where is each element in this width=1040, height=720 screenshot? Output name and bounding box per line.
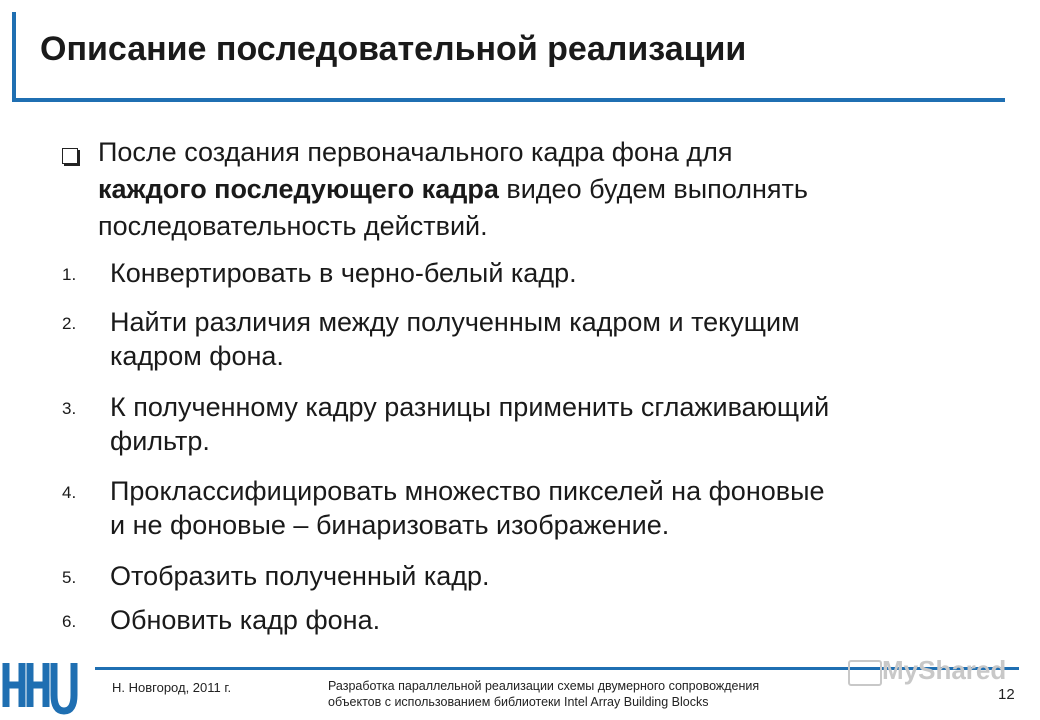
list-item bbox=[62, 256, 982, 290]
item-number: 4. bbox=[62, 483, 77, 502]
title-accent-bar bbox=[12, 12, 16, 100]
item-text-continued: кадром фона. bbox=[110, 341, 284, 371]
item-number: 5. bbox=[62, 568, 77, 587]
item-number: 3. bbox=[62, 399, 77, 418]
item-number: 6. bbox=[62, 612, 77, 631]
bullet-line-1: После создания первоначального кадра фона для bbox=[98, 137, 733, 167]
intro-bullet bbox=[62, 134, 962, 245]
item-text: Отобразить полученный кадр. bbox=[110, 561, 490, 591]
bullet-line-2 bbox=[98, 171, 962, 208]
watermark-icon bbox=[848, 660, 882, 686]
university-logo-icon bbox=[0, 645, 80, 720]
item-text-continued: и не фоновые – бинаризовать изображение. bbox=[110, 510, 670, 540]
checkbox-bullet-icon bbox=[62, 148, 78, 164]
footer-course-line-1: Разработка параллельной реализации схемы двумерного сопровождения bbox=[328, 679, 760, 693]
item-text: Обновить кадр фона. bbox=[110, 605, 381, 635]
item-number: 1. bbox=[62, 265, 77, 284]
list-item bbox=[62, 474, 982, 542]
item-text: Конвертировать в черно-белый кадр. bbox=[110, 258, 577, 288]
bullet-line-2-rest: видео будем выполнять bbox=[498, 174, 808, 204]
bullet-line-3: последовательность действий. bbox=[98, 211, 488, 241]
list-item bbox=[62, 559, 982, 593]
item-number: 2. bbox=[62, 314, 77, 333]
bullet-bold-text: каждого последующего кадра bbox=[98, 174, 499, 204]
item-text: Проклассифицировать множество пикселей на фоновые bbox=[110, 476, 825, 506]
footer-location-date: Н. Новгород, 2011 г. bbox=[112, 680, 232, 695]
list-item bbox=[62, 390, 982, 458]
footer-course-title bbox=[328, 678, 808, 710]
item-text: Найти различия между полученным кадром и текущим bbox=[110, 307, 800, 337]
list-item bbox=[62, 305, 982, 373]
title-underline bbox=[12, 98, 1005, 102]
watermark-text: MyShared bbox=[882, 655, 1007, 685]
item-text-continued: фильтр. bbox=[110, 426, 210, 456]
slide-title: Описание последовательной реализации bbox=[40, 30, 747, 68]
item-text: К полученному кадру разницы применить сглаживающий bbox=[110, 392, 830, 422]
list-item bbox=[62, 603, 982, 637]
page-number: 12 bbox=[998, 686, 1015, 703]
footer-course-line-2: объектов с использованием библиотеки Intel Array Building Blocks bbox=[328, 695, 709, 709]
